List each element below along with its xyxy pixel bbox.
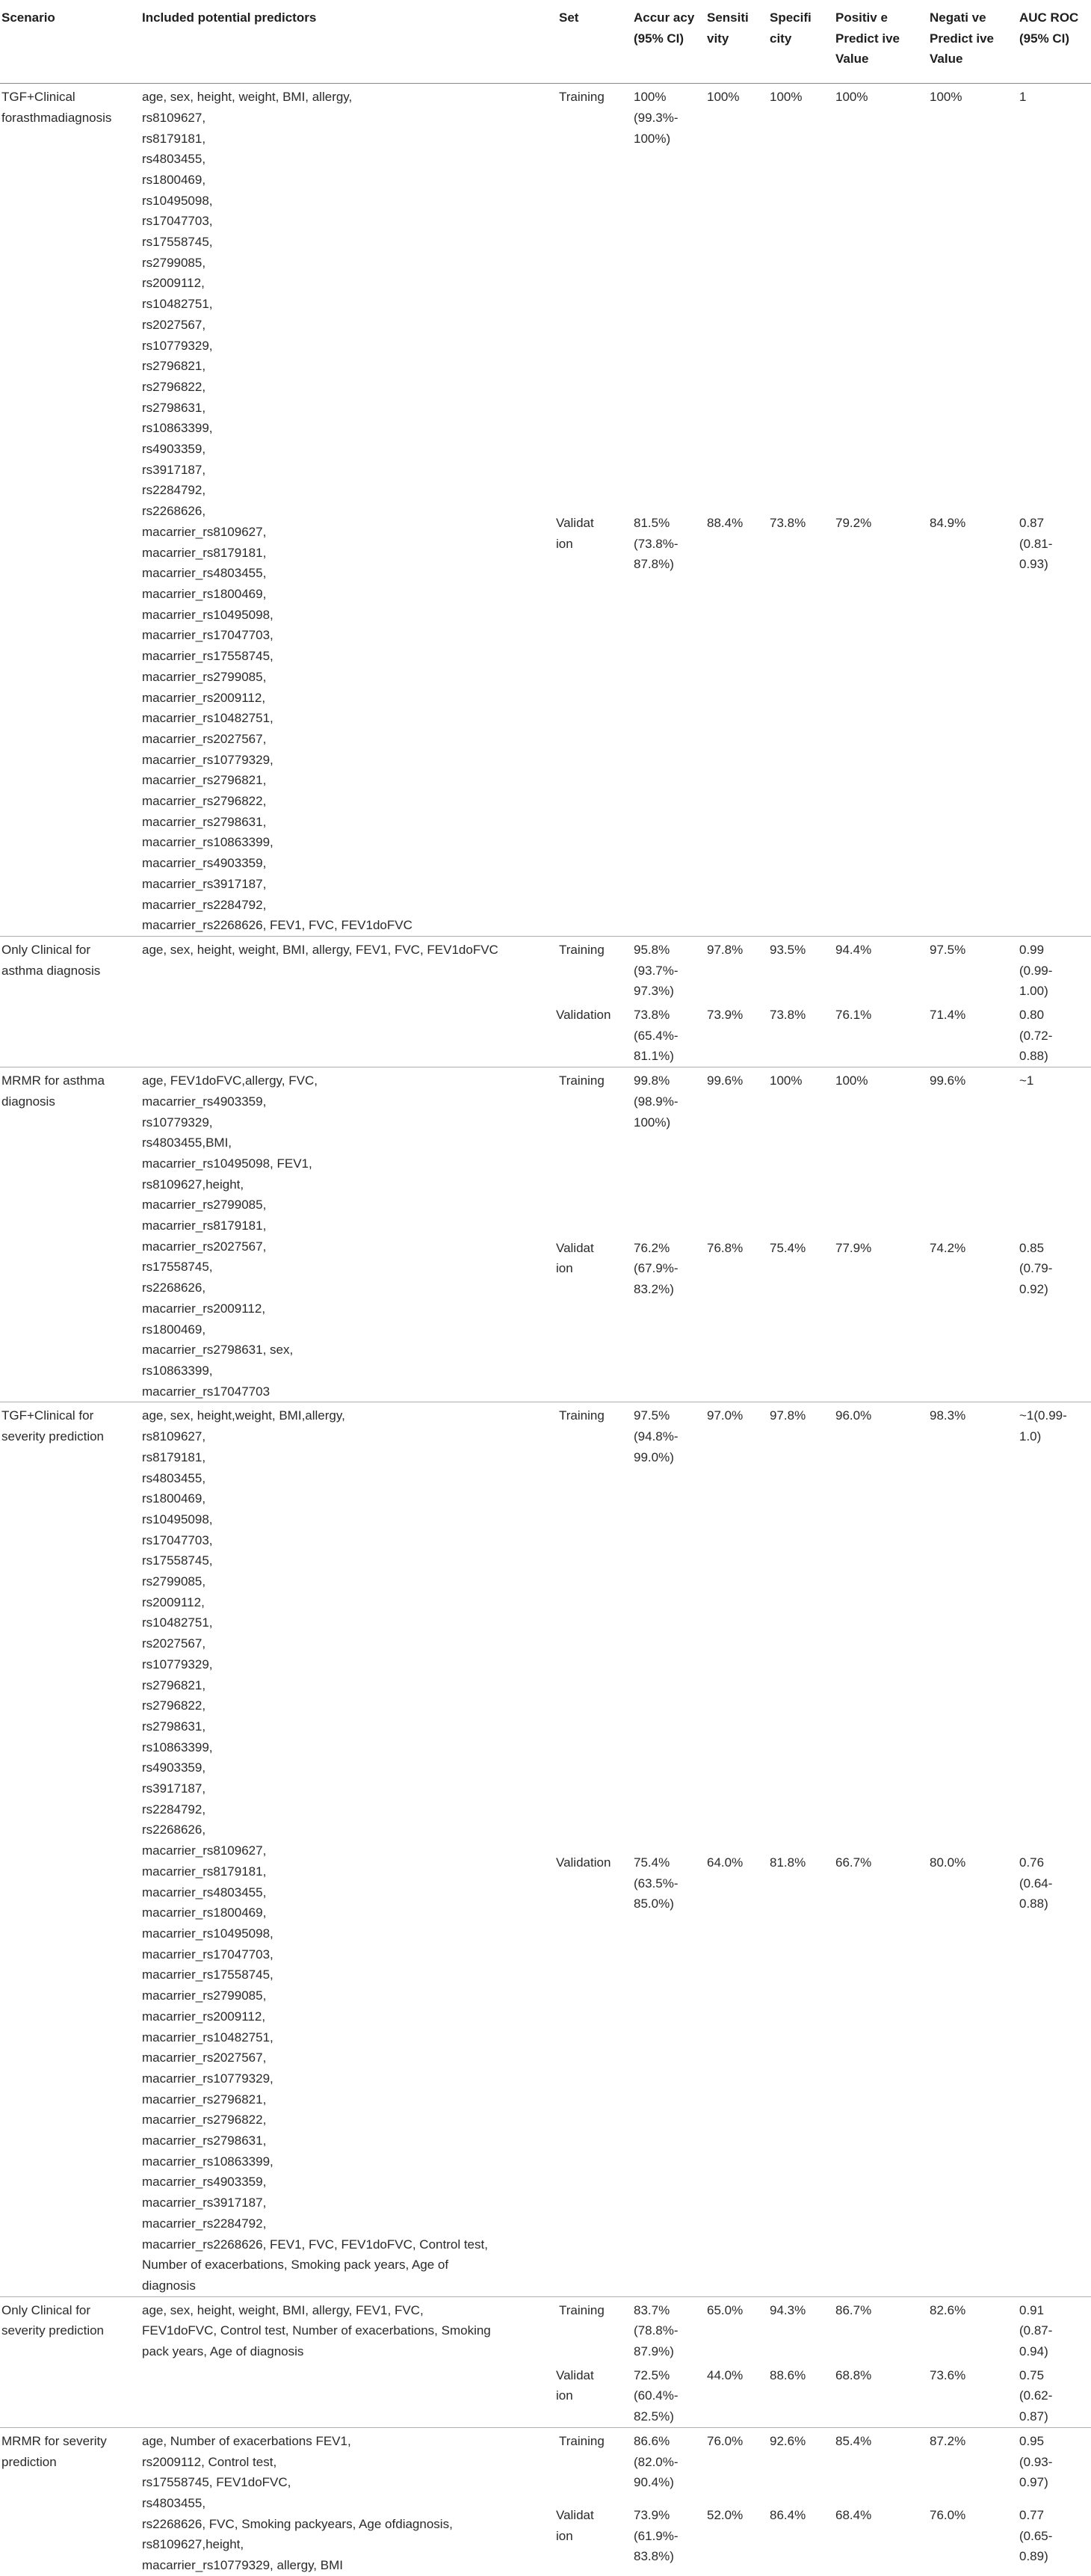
ppv-cell: 76.1% [835,1008,872,1023]
ppv-cell: 77.9% [835,1240,872,1255]
predictors-cell: age, Number of exacerbations FEV1, rs2009112, Control test, rs17558745, FEV1doFVC, rs4803455, rs2268626, FVC, Smoking packyears, Age ofdiagnosis, rs8109627,height, macarrier_rs10779329, allergy, BMI [137,2427,554,2575]
set-cell: Validat ion [556,2507,594,2543]
ppv-cell: 86.7% [831,2296,925,2362]
accuracy-cell: 100% (99.3%- 100%) [634,90,679,146]
set-cell: Training [554,1067,629,1235]
table-body [0,84,1091,2576]
sensitivity-cell: 44.0% [707,2367,744,2382]
table-row [0,936,1091,1002]
auc-cell: 0.85 (0.79- 0.92) [1019,1240,1053,1297]
scenario-cell: TGF+Clinical for severity prediction [0,1402,137,2296]
specificity-cell: 94.3% [765,2296,831,2362]
sensitivity-cell: 76.8% [707,1240,744,1255]
npv-cell: 73.6% [930,2367,966,2382]
specificity-cell: 93.5% [765,936,831,1002]
predictors-cell: age, sex, height, weight, BMI, allergy, rs8109627, rs8179181, rs4803455, rs1800469, rs10495098, rs17047703, rs17558745, rs2799085, rs2009112, rs10482751, rs2027567, rs10779329, rs2796821, rs2796822, rs2798631, rs10863399, rs4903359, rs3917187, rs2284792, rs2268626, macarrier_rs8109627, macarrier_rs8179181, macarrier_rs4803455, macarrier_rs1800469, macarrier_rs10495098, macarrier_rs17047703, macarrier_rs17558745, macarrier_rs2799085, macarrier_rs2009112, macarrier_rs10482751, macarrier_rs2027567, macarrier_rs10779329, macarrier_rs2796821, macarrier_rs2796822, macarrier_rs2798631, macarrier_rs10863399, macarrier_rs4903359, macarrier_rs3917187, macarrier_rs2284792, macarrier_rs2268626, FEV1, FVC, FEV1doFVC [142,90,412,933]
auc-cell: ~1(0.99- 1.0) [1015,1402,1091,1849]
npv-cell: 99.6% [925,1067,1015,1235]
auc-cell: 0.95 (0.93- 0.97) [1015,2427,1091,2501]
ppv-cell: 79.2% [835,516,872,531]
header-set: Set [554,0,629,84]
scenario-cell: MRMR for asthma diagnosis [0,1067,137,1402]
ppv-cell: 94.4% [831,936,925,1002]
ppv-cell: 100% [831,1067,925,1235]
table-row [0,1402,1091,1849]
table-row [0,2427,1091,2501]
scenario-cell: TGF+Clinical forasthmadiagnosis [1,90,112,125]
table-row [0,84,1091,510]
accuracy-cell: 86.6% (82.0%- 90.4%) [629,2427,702,2501]
sensitivity-cell: 99.6% [702,1067,765,1235]
set-cell: Validation [556,1855,611,1870]
specificity-cell: 81.8% [770,1855,806,1870]
auc-cell: 0.99 (0.99- 1.00) [1015,936,1091,1002]
auc-cell: 0.91 (0.87- 0.94) [1015,2296,1091,2362]
npv-cell: 71.4% [930,1008,966,1023]
npv-cell: 84.9% [930,516,966,531]
set-cell: Training [554,2427,629,2501]
specificity-cell: 75.4% [770,1240,806,1255]
specificity-cell: 100% [765,1067,831,1235]
npv-cell: 74.2% [930,1240,966,1255]
set-cell: Validation [556,1008,611,1023]
specificity-cell: 73.8% [770,516,806,531]
header-specificity: Specifi city [765,0,831,84]
predictors-cell: age, sex, height,weight, BMI,allergy, rs8109627, rs8179181, rs4803455, rs1800469, rs10495098, rs17047703, rs17558745, rs2799085, rs2009112, rs10482751, rs2027567, rs10779329, rs2796821, rs2796822, rs2798631, rs10863399, rs4903359, rs3917187, rs2284792, rs2268626, macarrier_rs8109627, macarrier_rs8179181, macarrier_rs4803455, macarrier_rs1800469, macarrier_rs10495098, macarrier_rs17047703, macarrier_rs17558745, macarrier_rs2799085, macarrier_rs2009112, macarrier_rs10482751, macarrier_rs2027567, macarrier_rs10779329, macarrier_rs2796821, macarrier_rs2796822, macarrier_rs2798631, macarrier_rs10863399, macarrier_rs4903359, macarrier_rs3917187, macarrier_rs2284792, macarrier_rs2268626, FEV1, FVC, FEV1doFVC, Control test, Number of exacerbations, Smoking pack years, Age of diagnosis [137,1402,554,2296]
sensitivity-cell: 97.0% [702,1402,765,1849]
ppv-cell: 85.4% [831,2427,925,2501]
header-predictors: Included potential predictors [137,0,554,84]
predictors-cell: age, sex, height, weight, BMI, allergy, FEV1, FVC, FEV1doFVC, Control test, Number of exacerbations, Smoking pack years, Age of diagnosis [137,2296,554,2427]
set-cell: Validat ion [556,1240,594,1276]
accuracy-cell: 72.5% (60.4%- 82.5%) [634,2367,679,2424]
specificity-cell: 100% [770,90,803,105]
scenario-cell: Only Clinical for asthma diagnosis [0,936,137,1067]
sensitivity-cell: 97.8% [702,936,765,1002]
accuracy-cell: 97.5% (94.8%- 99.0%) [629,1402,702,1849]
auc-cell: ~1 [1015,1067,1091,1235]
accuracy-cell: 75.4% (63.5%- 85.0%) [634,1855,679,1911]
predictors-cell: age, sex, height, weight, BMI, allergy, FEV1, FVC, FEV1doFVC [137,936,554,1067]
npv-cell: 82.6% [925,2296,1015,2362]
header-auc: AUC ROC (95% CI) [1015,0,1091,84]
npv-cell: 98.3% [925,1402,1015,1849]
header-npv: Negati ve Predict ive Value [925,0,1015,84]
auc-cell: 1 [1019,90,1027,105]
accuracy-cell: 73.8% (65.4%- 81.1%) [634,1008,679,1064]
set-cell: Validat ion [556,516,594,551]
accuracy-cell: 73.9% (61.9%- 83.8%) [634,2507,679,2564]
ppv-cell: 68.4% [835,2507,872,2522]
set-cell: Validat ion [556,2367,594,2403]
scenario-cell: Only Clinical for severity prediction [0,2296,137,2427]
sensitivity-cell: 52.0% [707,2507,744,2522]
sensitivity-cell: 73.9% [707,1008,744,1023]
auc-cell: 0.77 (0.65- 0.89) [1019,2507,1053,2564]
accuracy-cell: 81.5% (73.8%- 87.8%) [634,516,679,572]
sensitivity-cell: 65.0% [702,2296,765,2362]
accuracy-cell: 83.7% (78.8%- 87.9%) [629,2296,702,2362]
header-scenario: Scenario [0,0,137,84]
ppv-cell: 68.8% [835,2367,872,2382]
ppv-cell: 96.0% [831,1402,925,1849]
table-header-row [0,0,1091,84]
specificity-cell: 73.8% [770,1008,806,1023]
set-cell: Training [554,936,629,1002]
specificity-cell: 97.8% [765,1402,831,1849]
auc-cell: 0.87 (0.81- 0.93) [1019,516,1053,572]
npv-cell: 80.0% [930,1855,966,1870]
accuracy-cell: 99.8% (98.9%- 100%) [629,1067,702,1235]
npv-cell: 97.5% [925,936,1015,1002]
sensitivity-cell: 64.0% [707,1855,744,1870]
sensitivity-cell: 100% [707,90,740,105]
sensitivity-cell: 76.0% [702,2427,765,2501]
set-cell: Training [559,90,605,105]
auc-cell: 0.76 (0.64- 0.88) [1019,1855,1053,1911]
table-row [0,1067,1091,1235]
ppv-cell: 100% [835,90,868,105]
npv-cell: 87.2% [925,2427,1015,2501]
ppv-cell: 66.7% [835,1855,872,1870]
auc-cell: 0.80 (0.72- 0.88) [1019,1008,1053,1064]
npv-cell: 76.0% [930,2507,966,2522]
table-row [0,2296,1091,2362]
header-accuracy: Accur acy (95% CI) [629,0,702,84]
accuracy-cell: 76.2% (67.9%- 83.2%) [634,1240,679,1297]
specificity-cell: 92.6% [765,2427,831,2501]
accuracy-cell: 95.8% (93.7%- 97.3%) [629,936,702,1002]
set-cell: Training [554,1402,629,1849]
specificity-cell: 88.6% [770,2367,806,2382]
set-cell: Training [554,2296,629,2362]
auc-cell: 0.75 (0.62- 0.87) [1019,2367,1053,2424]
header-sensitivity: Sensiti vity [702,0,765,84]
header-ppv: Positiv e Predict ive Value [831,0,925,84]
predictors-cell: age, FEV1doFVC,allergy, FVC, macarrier_rs4903359, rs10779329, rs4803455,BMI, macarrier_rs10495098, FEV1, rs8109627,height, macarrier_rs2799085, macarrier_rs8179181, macarrier_rs2027567, rs17558745, rs2268626, macarrier_rs2009112, rs1800469, macarrier_rs2798631, sex, rs10863399, macarrier_rs17047703 [137,1067,554,1402]
scenario-cell: MRMR for severity prediction [0,2427,137,2575]
npv-cell: 100% [930,90,962,105]
sensitivity-cell: 88.4% [707,516,744,531]
specificity-cell: 86.4% [770,2507,806,2522]
